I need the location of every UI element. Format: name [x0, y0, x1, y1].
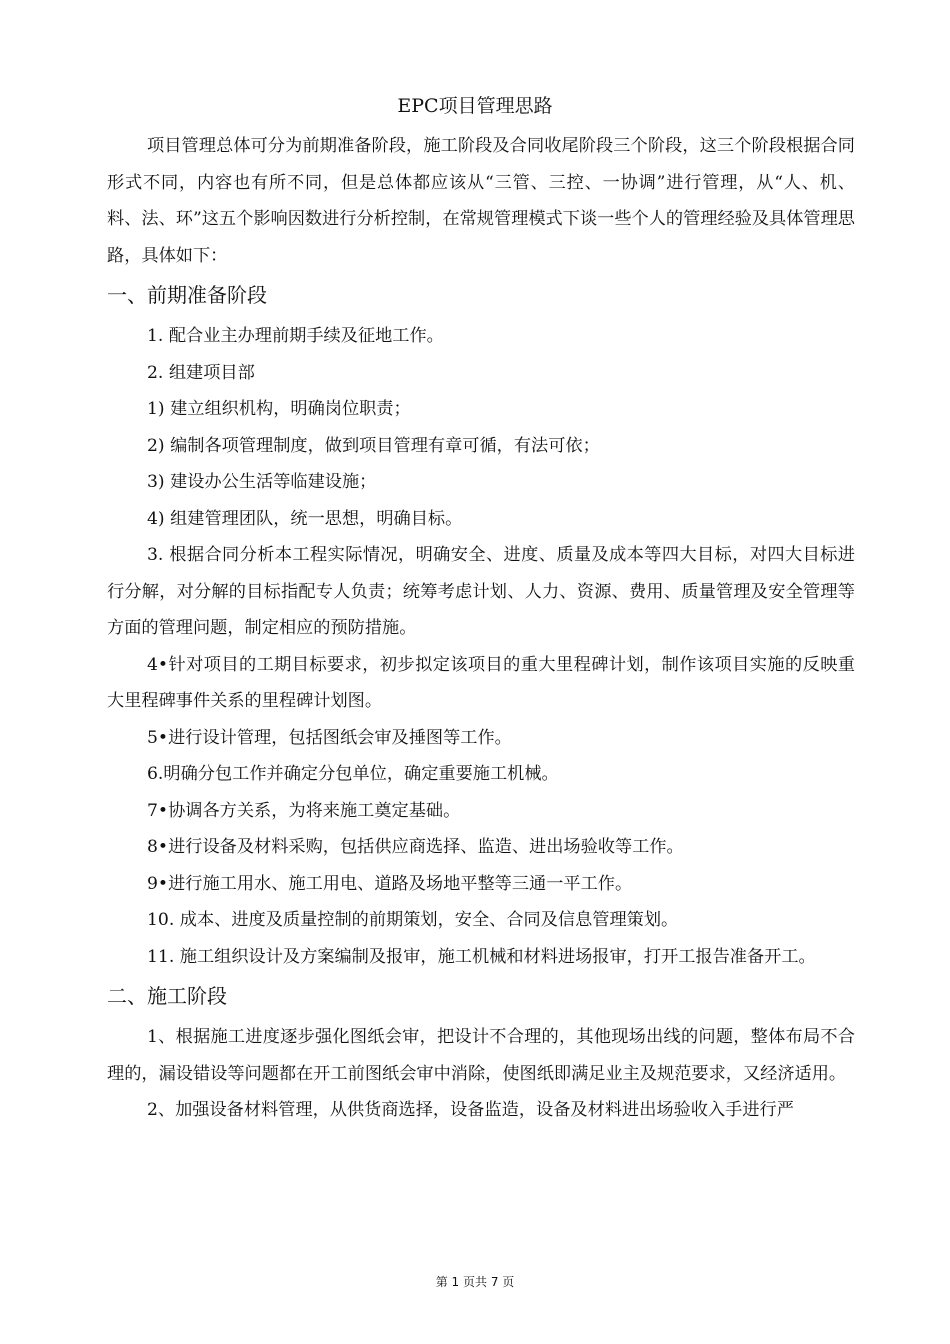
list-item: 1. 配合业主办理前期手续及征地工作。 — [147, 326, 444, 346]
section-heading-construction: 二、施工阶段 — [107, 984, 227, 1008]
document-body — [107, 128, 855, 1129]
list-item: 1、根据施工进度逐步强化图纸会审，把设计不合理的，其他现场出线的问题，整体布局不合理的，漏设错设等问题都在开工前图纸会审中消除，使图纸即满足业主及规范要求，又经济适用。 — [107, 1027, 855, 1084]
list-item: 9•进行施工用水、施工用电、道路及场地平整等三通一平工作。 — [147, 873, 633, 894]
list-item: 2、加强设备材料管理，从供货商选择，设备监造，设备及材料进出场验收入手进行严 — [147, 1100, 794, 1120]
document-title: EPC项目管理思路 — [397, 95, 553, 117]
page-number-footer: 第 1 页共 7 页 — [435, 1275, 515, 1289]
list-item: 8•进行设备及材料采购，包括供应商选择、监造、进出场验收等工作。 — [147, 837, 684, 857]
intro-paragraph: 项目管理总体可分为前期准备阶段，施工阶段及合同收尾阶段三个阶段，这三个阶段根据合同形式不同，内容也有所不同，但是总体都应该从“三管、三控、一协调”进行管理，从“人、机、料、法、环”这五个影响因数进行分析控制，在常规管理模式下谈一些个人的管理经验及具体管理思路，具体如下： — [107, 136, 855, 266]
list-item: 11. 施工组织设计及方案编制及报审，施工机械和材料进场报审，打开工报告准备开工。 — [147, 946, 816, 967]
list-item: 1) 建立组织机构，明确岗位职责； — [147, 399, 411, 419]
list-item: 3. 根据合同分析本工程实际情况，明确安全、进度、质量及成本等四大目标，对四大目标进行分解，对分解的目标指配专人负责；统筹考虑计划、人力、资源、费用、质量管理及安全管理等方面的管理问题，制定相应的预防措施。 — [107, 545, 855, 638]
section-heading-preparation: 一、前期准备阶段 — [107, 283, 267, 307]
list-item: 3) 建设办公生活等临建设施； — [147, 472, 377, 492]
list-item: 2. 组建项目部 — [147, 362, 255, 383]
list-item: 2) 编制各项管理制度，做到项目管理有章可循，有法可依； — [147, 435, 600, 456]
list-item: 10. 成本、进度及质量控制的前期策划，安全、合同及信息管理策划。 — [147, 910, 679, 930]
list-item: 5•进行设计管理，包括图纸会审及捶图等工作。 — [147, 727, 512, 748]
list-item: 6.明确分包工作并确定分包单位，确定重要施工机械。 — [147, 764, 559, 784]
list-item: 4•针对项目的工期目标要求，初步拟定该项目的重大里程碑计划，制作该项目实施的反映重大里程碑事件关系的里程碑计划图。 — [107, 654, 855, 711]
list-item: 7•协调各方关系，为将来施工奠定基础。 — [147, 800, 461, 821]
list-item: 4) 组建管理团队，统一思想，明确目标。 — [147, 508, 463, 529]
